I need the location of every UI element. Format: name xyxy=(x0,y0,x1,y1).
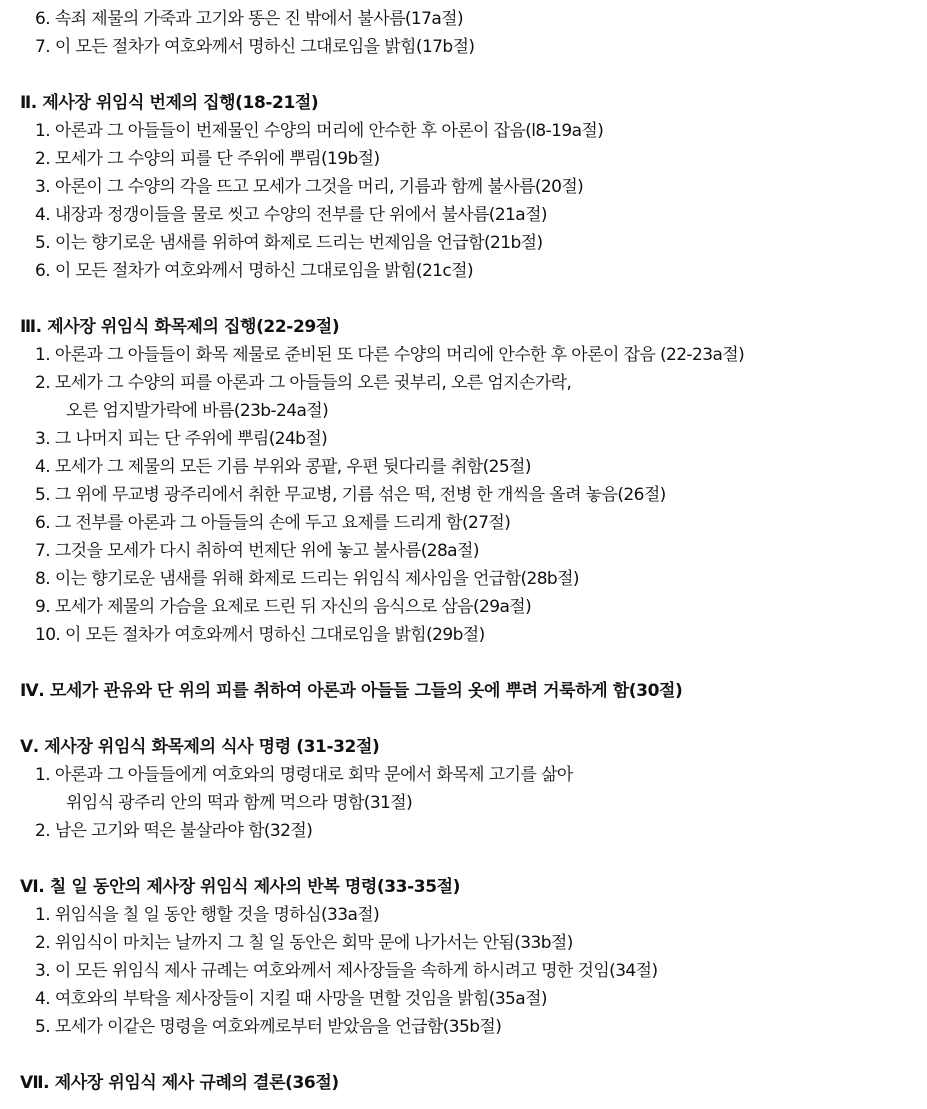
section-heading: Ⅳ. 모세가 관유와 단 위의 피를 취하여 아론과 아들들 그들의 옷에 뿌려 거룩하게 함(30절) xyxy=(20,681,683,701)
outline-item: 5. 그 위에 무교병 광주리에서 취한 무교병, 기름 섞은 떡, 전병 한 개씩을 올려 놓음(26절) xyxy=(35,485,666,505)
outline-item: 4. 여호와의 부탁을 제사장들이 지킬 때 사망을 면할 것임을 밝힘(35a절) xyxy=(35,989,547,1009)
outline-item: 10. 이 모든 절차가 여호와께서 명하신 그대로임을 밝힘(29b절) xyxy=(35,625,485,645)
outline-item: 3. 아론이 그 수양의 각을 뜨고 모세가 그것을 머리, 기름과 함께 불사름(20절) xyxy=(35,177,584,197)
outline-item: 6. 그 전부를 아론과 그 아들들의 손에 두고 요제를 드리게 함(27절) xyxy=(35,513,511,533)
outline-item: 1. 아론과 그 아들들에게 여호와의 명령대로 회막 문에서 화목제 고기를 삶아 xyxy=(35,765,573,785)
outline-item: 2. 위임식이 마치는 날까지 그 칠 일 동안은 회막 문에 나가서는 안됨(33b절) xyxy=(35,933,573,953)
outline-item: 6. 속죄 제물의 가죽과 고기와 똥은 진 밖에서 불사름(17a절) xyxy=(35,9,464,29)
section-heading: Ⅴ. 제사장 위임식 화목제의 식사 명령 (31-32절) xyxy=(20,737,380,757)
outline-item: 1. 위임식을 칠 일 동안 행할 것을 명하심(33a절) xyxy=(35,905,380,925)
outline-item: 1. 아론과 그 아들들이 화목 제물로 준비된 또 다른 수양의 머리에 안수한 후 아론이 잡음 (22-23a절) xyxy=(35,345,745,365)
outline-item: 3. 이 모든 위임식 제사 규례는 여호와께서 제사장들을 속하게 하시려고 명한 것임(34절) xyxy=(35,961,658,981)
outline-item: 2. 모세가 그 수양의 피를 아론과 그 아들들의 오른 귓부리, 오른 엄지손가락, xyxy=(35,373,572,393)
outline-item: 4. 내장과 정갱이들을 물로 씻고 수양의 전부를 단 위에서 불사름(21a절) xyxy=(35,205,547,225)
outline-item: 위임식 광주리 안의 떡과 함께 먹으라 명함(31절) xyxy=(66,793,413,813)
outline-item: 3. 그 나머지 피는 단 주위에 뿌림(24b절) xyxy=(35,429,328,449)
section-heading: Ⅱ. 제사장 위임식 번제의 집행(18-21절) xyxy=(20,93,319,113)
outline-item: 오른 엄지발가락에 바름(23b-24a절) xyxy=(66,401,329,421)
outline-item: 9. 모세가 제물의 가슴을 요제로 드린 뒤 자신의 음식으로 삼음(29a절) xyxy=(35,597,532,617)
outline-item: 7. 이 모든 절차가 여호와께서 명하신 그대로임을 밝힘(17b절) xyxy=(35,37,475,57)
outline-item: 5. 모세가 이같은 명령을 여호와께로부터 받았음을 언급함(35b절) xyxy=(35,1017,502,1037)
outline-item: 5. 이는 향기로운 냄새를 위하여 화제로 드리는 번제임을 언급함(21b절) xyxy=(35,233,543,253)
section-heading: Ⅵ. 칠 일 동안의 제사장 위임식 제사의 반복 명령(33-35절) xyxy=(20,877,461,897)
outline-item: 1. 아론과 그 아들들이 번제물인 수양의 머리에 안수한 후 아론이 잡음(l8-19a절) xyxy=(35,121,604,141)
outline-item: 6. 이 모든 절차가 여호와께서 명하신 그대로임을 밝힘(21c절) xyxy=(35,261,473,281)
outline-item: 2. 남은 고기와 떡은 불살라야 함(32절) xyxy=(35,821,313,841)
section-heading: Ⅲ. 제사장 위임식 화목제의 집행(22-29절) xyxy=(20,317,340,337)
section-heading: Ⅶ. 제사장 위임식 제사 규례의 결론(36절) xyxy=(20,1073,339,1093)
outline-item: 4. 모세가 그 제물의 모든 기름 부위와 콩팥, 우편 뒷다리를 취함(25절) xyxy=(35,457,531,477)
outline-item: 7. 그것을 모세가 다시 취하여 번제단 위에 놓고 불사름(28a절) xyxy=(35,541,479,561)
outline-item: 2. 모세가 그 수양의 피를 단 주위에 뿌림(19b절) xyxy=(35,149,380,169)
outline-item: 8. 이는 향기로운 냄새를 위해 화제로 드리는 위임식 제사임을 언급함(28b절) xyxy=(35,569,579,589)
